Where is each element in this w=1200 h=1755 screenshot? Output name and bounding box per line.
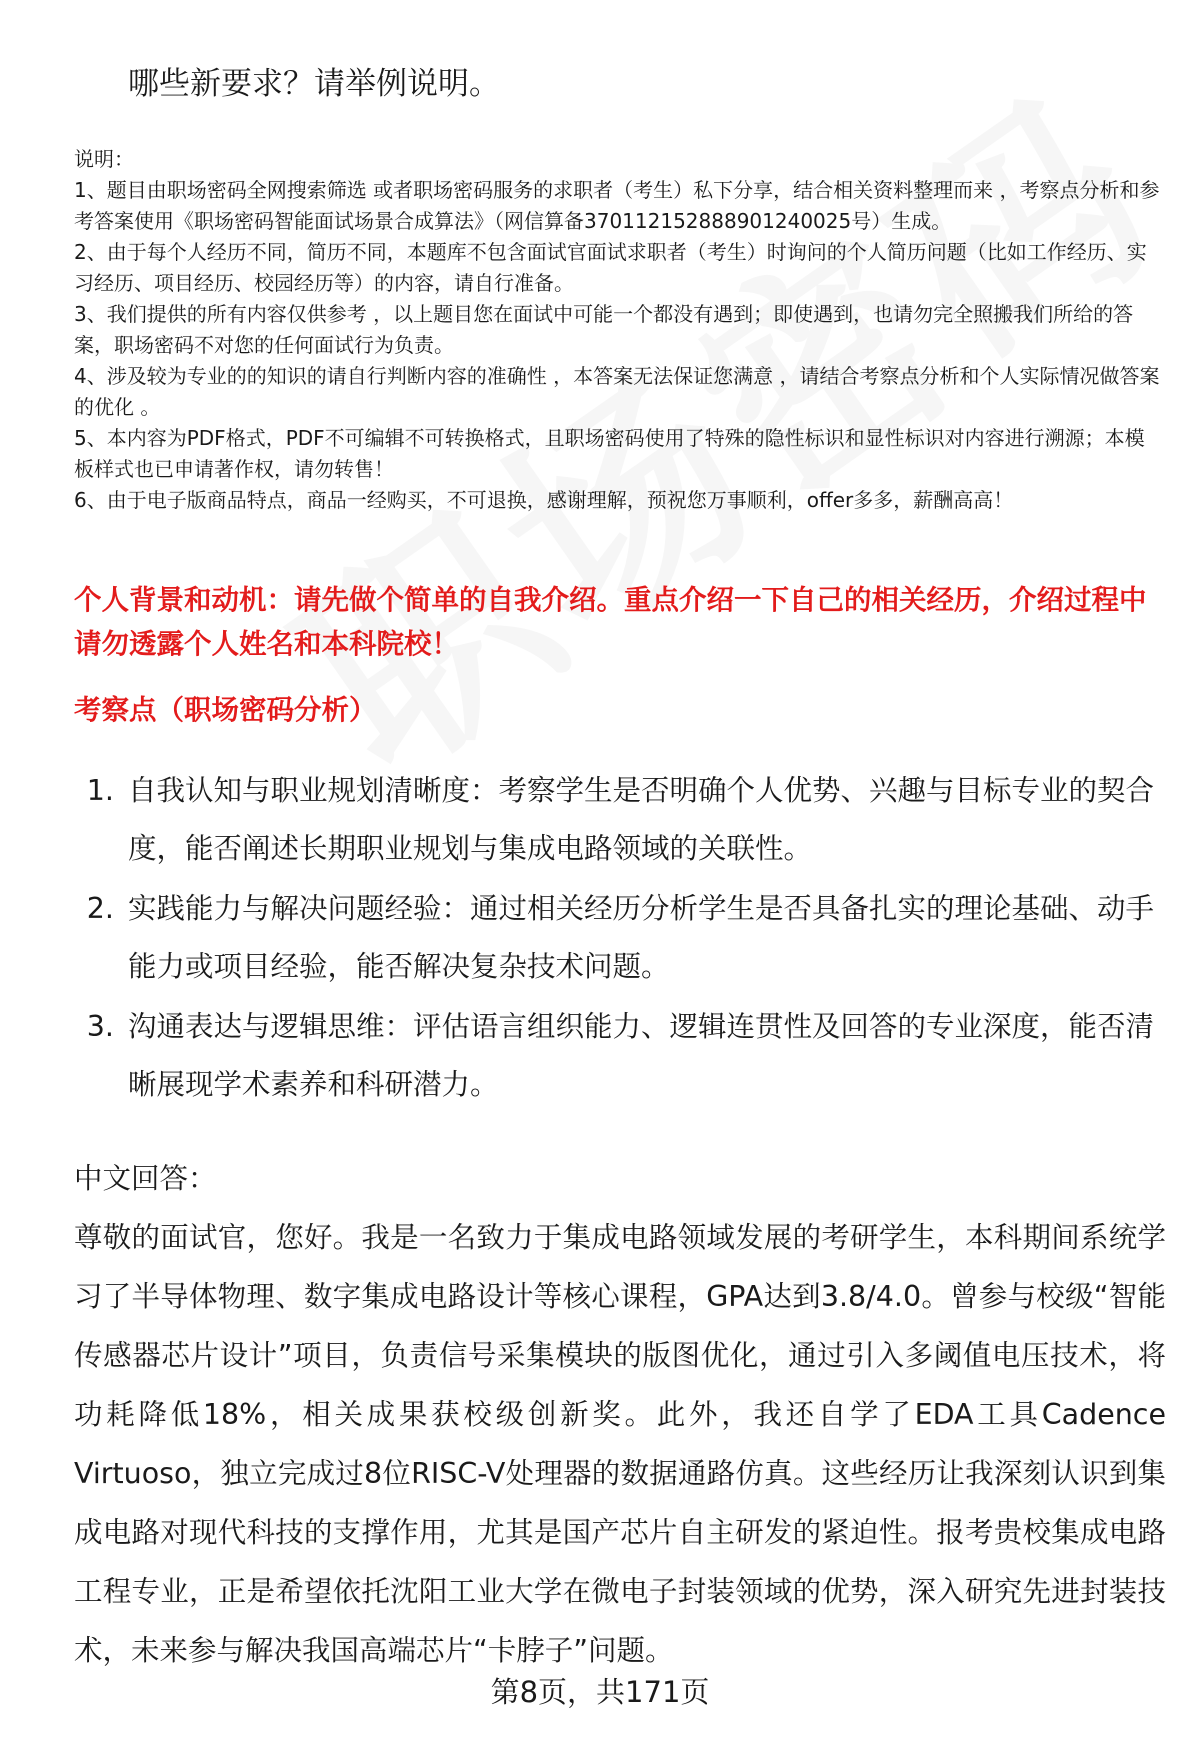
notes-item: 4、涉及较为专业的的知识的请自行判断内容的准确性 ，本答案无法保证您满意 ，请结合考察点分析和个人实际情况做答案的优化 。 [74,364,1160,419]
point-number: 1. [86,774,114,807]
notes-item: 6、由于电子版商品特点，商品一经购买，不可退换，感谢理解，预祝您万事顺利，offer多多，薪酬高高！ [74,488,1014,512]
point-text: 沟通表达与逻辑思维：评估语言组织能力、逻辑连贯性及回答的专业深度，能否清晰展现学术素养和科研潜力。 [128,1010,1155,1101]
notes-heading: 说明： [74,147,134,171]
notes-item: 1、题目由职场密码全网搜索筛选 或者职场密码服务的求职者（考生）私下分享，结合相关资料整理而来 ，考察点分析和参考答案使用《职场密码智能面试场景合成算法》（网信算备370112152888901240025号）生成。 [74,178,1160,233]
answer-body: 尊敬的面试官，您好。我是一名致力于集成电路领域发展的考研学生，本科期间系统学习了半导体物理、数字集成电路设计等核心课程，GPA达到3.8/4.0。曾参与校级“智能传感器芯片设计”项目，负责信号采集模块的版图优化，通过引入多阈值电压技术，将功耗降低18%，相关成果获校级创新奖。此外，我还自学了EDA工具Cadence Virtuoso，独立完成过8位RISC-V处理器的数据通路仿真。这些经历让我深刻认识到集成电路对现代科技的支撑作用，尤其是国产芯片自主研发的紧迫性。报考贵校集成电路工程专业，正是希望依托沈阳工业大学在微电子封装领域的优势，深入研究先进封装技术，未来参与解决我国高端芯片“卡脖子”问题。 [74,1221,1166,1667]
point-number: 2. [86,892,114,925]
continued-question-text: 哪些新要求？请举例说明。 [128,66,500,102]
notes-item: 3、我们提供的所有内容仅供参考 ，以上题目您在面试中可能一个都没有遇到；即使遇到，也请勿完全照搬我们所给的答案，职场密码不对您的任何面试行为负责。 [74,302,1134,357]
analysis-point [74,762,1164,878]
notes-block [74,144,1164,516]
notes-item: 5、本内容为PDF格式，PDF不可编辑不可转换格式，且职场密码使用了特殊的隐性标识和显性标识对内容进行溯源；本模板样式也已申请著作权，请勿转售！ [74,426,1145,481]
page-number: 第8页，共171页 [490,1675,710,1709]
interview-question: 个人背景和动机：请先做个简单的自我介绍。重点介绍一下自己的相关经历，介绍过程中请勿透露个人姓名和本科院校！ [74,584,1147,660]
analysis-point [74,880,1164,996]
notes-item: 2、由于每个人经历不同，简历不同，本题库不包含面试官面试求职者（考生）时询问的个人简历问题（比如工作经历、实习经历、项目经历、校园经历等）的内容，请自行准备。 [74,240,1147,295]
analysis-point [74,998,1164,1114]
point-text: 自我认知与职业规划清晰度：考察学生是否明确个人优势、兴趣与目标专业的契合度，能否阐述长期职业规划与集成电路领域的关联性。 [128,774,1155,865]
point-number: 3. [86,1010,114,1043]
analysis-title: 考察点（职场密码分析） [74,694,377,726]
answer-label: 中文回答： [74,1162,217,1195]
point-text: 实践能力与解决问题经验：通过相关经历分析学生是否具备扎实的理论基础、动手能力或项目经验，能否解决复杂技术问题。 [128,892,1155,983]
analysis-points-list [74,762,1164,1116]
